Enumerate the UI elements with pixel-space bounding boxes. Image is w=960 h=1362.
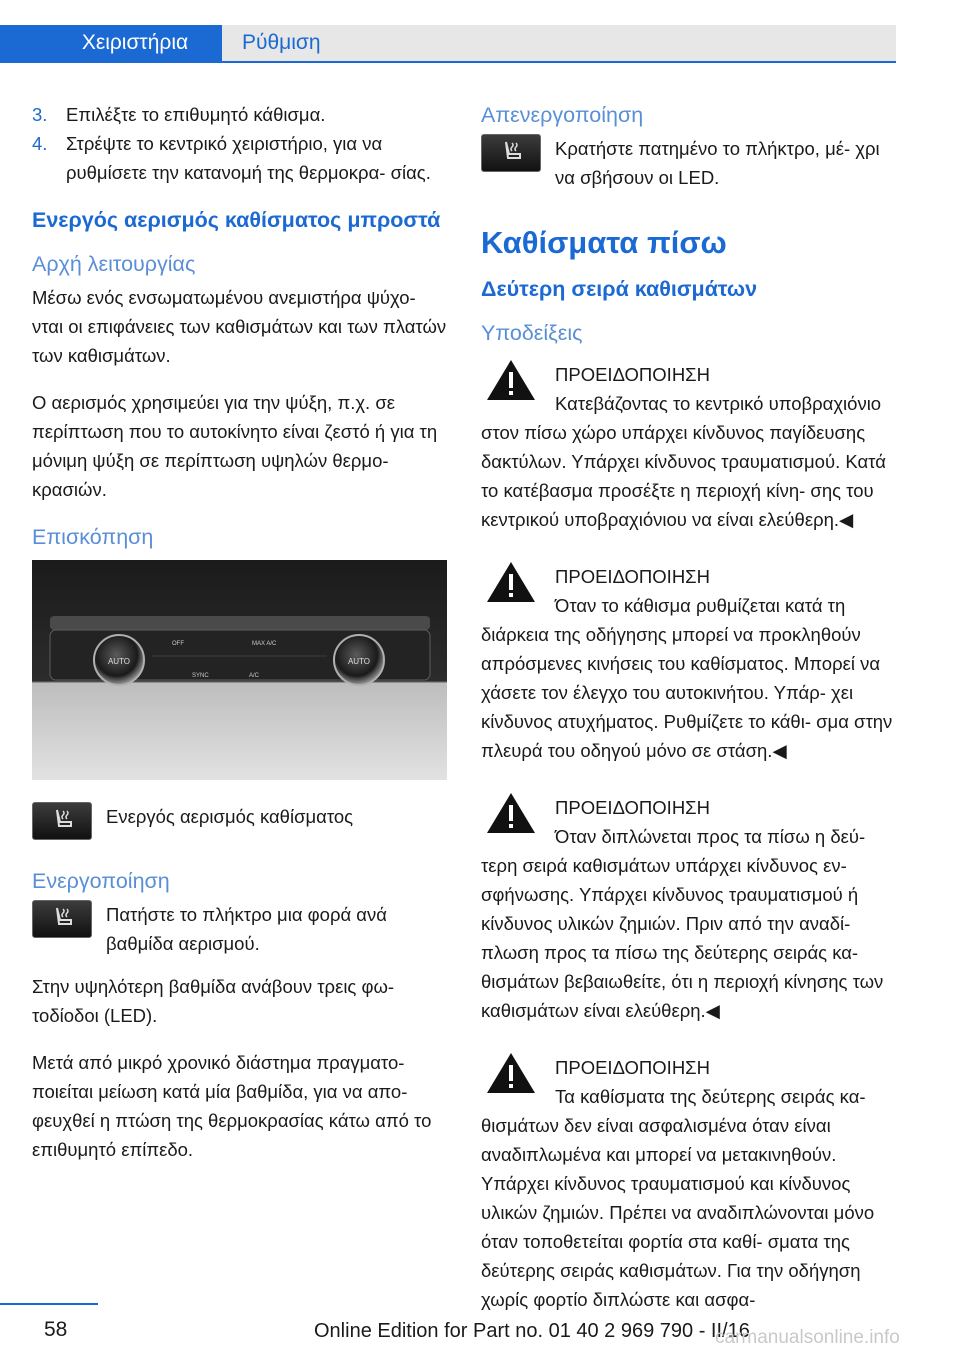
step-text: Επιλέξτε το επιθυμητό κάθισμα. <box>66 104 326 125</box>
deactivation-instruction <box>481 134 896 192</box>
left-column <box>32 100 447 1182</box>
edition-text: Online Edition for Part no. 01 40 2 969 790 - II/16 <box>314 1320 750 1342</box>
activation-paragraph: Μετά από μικρό χρονικό διάστημα πραγματο‐ ποιείται μείωση κατά μία βαθμίδα, για να απο‐ φευχθεί η πτώση της θερμοκρασίας κάτω από το επιθυμητό επίπεδο. <box>32 1052 432 1160</box>
warning-lead: Όταν διπλώνεται προς τα πίσω η δεύ‐ <box>555 826 866 847</box>
warning-block <box>481 1047 896 1314</box>
rear-seats-title: Καθίσματα πίσω <box>481 225 727 260</box>
warning-text: τερη σειρά καθισμάτων υπάρχει κίνδυνος εν‐ σφήνωσης. Υπάρχει κίνδυνος τραυματισμού ή κίνδυνος υλικών ζημιών. Πριν από την αναδί‐ πλωση προς τα πίσω της δεύτερης σειράς κα‐ θισμάτων βεβαιωθείτε, ότι η περιοχή κίνησης των καθισμάτων είναι ελεύθερη.◀ <box>481 855 884 1021</box>
warning-text: στον πίσω χώρο υπάρχει κίνδυνος παγίδευσης δακτύλων. Υπάρχει κίνδυνος τραυματισμού. Κατά το κατέβασμα προσέξτε η περιοχή κίνη‐ σης του κεντρικού υποβραχιόνιου να είναι ελεύθερη.◀ <box>481 422 886 530</box>
second-row-title: Δεύτερη σειρά καθισμάτων <box>481 277 758 301</box>
warning-triangle-icon <box>481 787 541 839</box>
list-item <box>32 100 447 129</box>
sync-label: SYNC <box>192 673 209 679</box>
auto-label-left: AUTO <box>107 657 131 666</box>
warning-lead: Όταν το κάθισμα ρυθμίζεται κατά τη <box>555 595 846 616</box>
warning-block <box>481 787 896 1025</box>
warning-heading: ΠΡΟΕΙΔΟΠΟΙΗΣΗ <box>555 1057 710 1078</box>
seat-ventilation-icon <box>481 134 541 172</box>
page-header <box>0 0 960 62</box>
activation-icon-text: Πατήστε το πλήκτρο μια φορά ανά βαθμίδα αερισμού. <box>106 904 387 954</box>
seat-ventilation-caption <box>32 802 447 840</box>
overview-title: Επισκόπηση <box>32 525 154 549</box>
seat-ventilation-icon <box>32 900 92 938</box>
auto-label-right: AUTO <box>347 657 371 666</box>
warning-heading: ΠΡΟΕΙΔΟΠΟΙΗΣΗ <box>555 566 710 587</box>
icon-caption: Ενεργός αερισμός καθίσματος <box>106 806 354 827</box>
deactivation-title: Απενεργοποίηση <box>481 103 644 127</box>
warning-text: διάρκεια της οδήγησης μπορεί να προκληθούν απρόσμενες κινήσεις του καθίσματος. Μπορεί να χάσετε τον έλεγχο του αυτοκινήτου. Υπάρ‐ χει κίνδυνος ατυχήματος. Ρυθμίζετε το κάθι‐ σμα στην πλευρά του οδηγού μόνο σε στάση.◀ <box>481 624 893 761</box>
climate-panel-photo <box>32 560 447 780</box>
warning-lead: Κατεβάζοντας το κεντρικό υποβραχιόνιο <box>555 393 882 414</box>
seat-ventilation-icon <box>32 802 92 840</box>
list-item <box>32 129 447 187</box>
principle-title: Αρχή λειτουργίας <box>32 252 196 276</box>
activation-instruction <box>32 900 447 958</box>
warning-block <box>481 556 896 765</box>
deactivation-icon-text: Κρατήστε πατημένο το πλήκτρο, μέ‐ χρι να σβήσουν οι LED. <box>555 138 880 188</box>
step-number: 3. <box>32 104 48 125</box>
warning-text: θισμάτων δεν είναι ασφαλισμένα όταν είναι αναδιπλωμένα και μπορεί να μετακινηθούν. Υπάρχει κίνδυνος τραυματισμού και κίνδυνος υλικών ζημιών. Πρέπει να αναδιπλώνονται μόνο όταν τοποθετείται φορτία στα καθί‐ σματα της δεύτερης σειράς καθισμάτων. Για την οδήγηση χωρίς φορτίο διπλώστε και ασφα‐ <box>481 1115 875 1310</box>
step-text: Στρέψτε το κεντρικό χειριστήριο, για να ρυθμίσετε την κατανομή της θερμοκρα‐ σίας. <box>66 133 431 183</box>
warning-triangle-icon <box>481 1047 541 1099</box>
warning-heading: ΠΡΟΕΙΔΟΠΟΙΗΣΗ <box>555 797 710 818</box>
right-column <box>481 100 896 1336</box>
watermark: carmanualsonline.info <box>715 1327 900 1348</box>
warning-heading: ΠΡΟΕΙΔΟΠΟΙΗΣΗ <box>555 364 710 385</box>
warning-triangle-icon <box>481 354 541 406</box>
warning-lead: Τα καθίσματα της δεύτερης σειράς κα‐ <box>555 1086 866 1107</box>
tab-settings[interactable]: Ρύθμιση <box>222 25 896 61</box>
climate-panel-illustration <box>32 560 447 780</box>
principle-paragraph: Μέσω ενός ενσωματωμένου ανεμιστήρα ψύχο‐ νται οι επιφάνειες των καθισμάτων και των πλατών των καθισμάτων. <box>32 287 447 366</box>
principle-paragraph: Ο αερισμός χρησιμεύει για την ψύξη, π.χ. σε περίπτωση που το αυτοκίνητο είναι ζεστό ή για τη μόνιμη ψύξη σε περίπτωση υψηλών θερμο‐ κρασιών. <box>32 392 438 500</box>
warning-block <box>481 354 896 534</box>
footer-rule <box>0 1303 98 1305</box>
step-number: 4. <box>32 133 48 154</box>
ac-label: A/C <box>249 673 260 679</box>
max-ac-label: MAX A/C <box>252 641 277 647</box>
section-title: Ενεργός αερισμός καθίσματος μπροστά <box>32 208 441 232</box>
activation-title: Ενεργοποίηση <box>32 869 170 893</box>
step-list <box>32 100 447 187</box>
header-rule <box>0 61 896 63</box>
page-number: 58 <box>44 1318 68 1341</box>
off-label: OFF <box>172 641 184 647</box>
notes-title: Υποδείξεις <box>481 321 583 345</box>
tab-controls[interactable]: Χειριστήρια <box>0 25 222 61</box>
activation-paragraph: Στην υψηλότερη βαθμίδα ανάβουν τρεις φω‐ τοδίοδοι (LED). <box>32 976 395 1026</box>
warning-triangle-icon <box>481 556 541 608</box>
